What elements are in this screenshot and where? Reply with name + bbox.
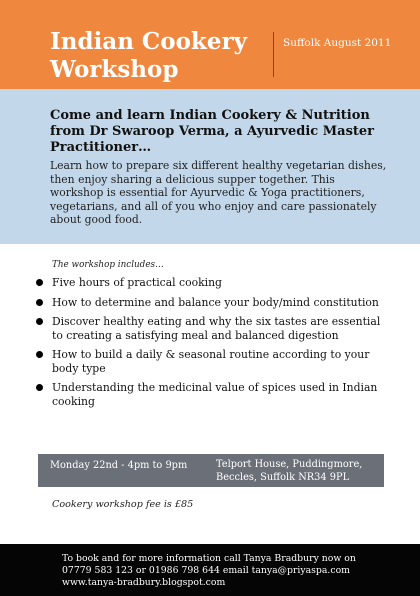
bullet-icon: [36, 299, 43, 306]
header-banner: [0, 0, 420, 89]
venue-line1: Telport House, Puddingmore,: [216, 459, 363, 470]
includes-label: The workshop includes…: [52, 260, 164, 270]
list-item: [36, 381, 386, 408]
event-date: Monday 22nd - 4pm to 9pm: [50, 460, 188, 471]
list-item-text: Understanding the medicinal value of spices used in Indian cooking: [52, 381, 378, 408]
venue-line2: Beccles, Suffolk NR34 9PL: [216, 471, 350, 483]
list-item-text: How to determine and balance your body/mind constitution: [52, 295, 379, 309]
intro-heading: Come and learn Indian Cookery & Nutrition from Dr Swaroop Verma, a Ayurvedic Master Practitioner…: [50, 108, 375, 155]
list-item-text: Discover healthy eating and why the six tastes are essential to creating a satisfying meal and balanced digestion: [52, 315, 381, 342]
list-item: [36, 348, 386, 375]
includes-list: [36, 276, 386, 414]
footer-phone-email[interactable]: 07779 583 123 or 01986 798 644 email tanya@priyaspa.com: [62, 565, 350, 576]
list-item: [36, 276, 386, 290]
list-item: [36, 315, 386, 342]
bullet-icon: [36, 384, 43, 391]
bullet-icon: [36, 351, 43, 358]
event-details-bar: [38, 454, 384, 487]
intro-body: Learn how to prepare six different healthy vegetarian dishes, then enjoy sharing a delicious supper together. This workshop is essential for Ayurvedic & Yoga practitioners, vegetarians, and all of you who enjoy and care passionately about good food.: [50, 159, 387, 226]
list-item-text: How to build a daily & seasonal routine according to your body type: [52, 348, 370, 375]
page-title: Indian Cookery Workshop: [50, 28, 247, 83]
footer-website-link[interactable]: www.tanya-bradbury.blogspot.com: [62, 577, 226, 588]
list-item-text: Five hours of practical cooking: [52, 276, 222, 289]
list-item: [36, 296, 386, 310]
header-divider: [273, 32, 274, 77]
footer-booking-line: To book and for more information call Tanya Bradbury now on: [62, 553, 356, 564]
bullet-icon: [36, 318, 43, 325]
workshop-fee: Cookery workshop fee is £85: [52, 499, 194, 510]
event-venue: [216, 459, 376, 484]
location-date: Suffolk August 2011: [283, 37, 392, 49]
bullet-icon: [36, 279, 43, 286]
intro-panel: [0, 89, 420, 244]
footer-contact: [0, 544, 420, 596]
